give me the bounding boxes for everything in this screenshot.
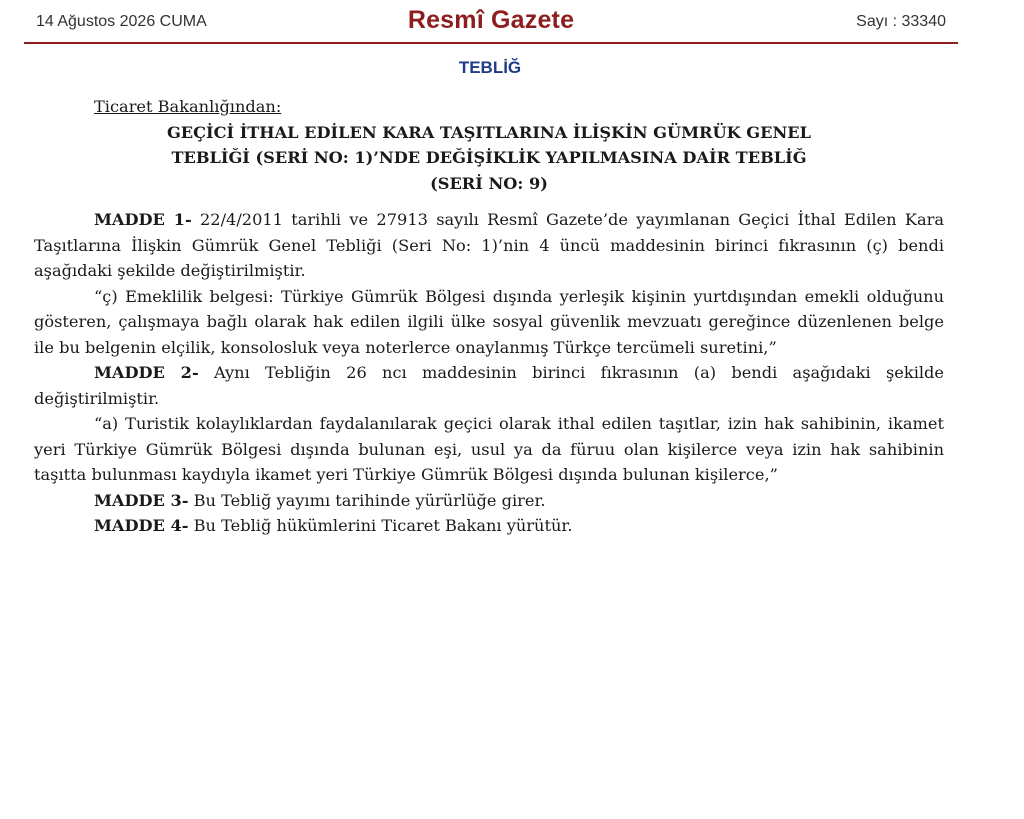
- amended-clause-c-text: “ç) Emeklilik belgesi: Türkiye Gümrük Bölgesi dışında yerleşik kişinin yurtdışından emekli olduğunu gösteren, çalışmaya bağlı olarak hak edilen ilgili ülke sosyal güvenlik mevzuatı gereğince düzenlenen belge ile bu belgenin elçilik, konsolosluk veya noterlerce onaylanmış Türkçe tercümeli suretini,”: [34, 286, 944, 357]
- document-title-line-2: TEBLİĞİ (SERİ NO: 1)’NDE DEĞİŞİKLİK YAPILMASINA DAİR TEBLİĞ: [171, 148, 807, 167]
- article-2-text: Aynı Tebliğin 26 ncı maddesinin birinci fıkrasının (a) bendi aşağıdaki şekilde değiştirilmiştir.: [34, 363, 944, 408]
- article-4-text: Bu Tebliğ hükümlerini Ticaret Bakanı yürütür.: [188, 516, 573, 535]
- section-heading: TEBLİĞ: [458, 58, 522, 77]
- document-title-line-3: (SERİ NO: 9): [430, 173, 548, 193]
- gazette-title: Resmî Gazete: [407, 6, 575, 34]
- issue-number: Sayı : 33340: [856, 13, 946, 30]
- issuing-authority: Ticaret Bakanlığından:: [94, 97, 282, 116]
- masthead: [24, 0, 958, 44]
- article-3-paragraph: [34, 488, 944, 514]
- amended-clause-c-paragraph: [34, 284, 944, 361]
- article-4-number: MADDE 4-: [94, 516, 189, 535]
- article-1-text: 22/4/2011 tarihli ve 27913 sayılı Resmî Gazete’de yayımlanan Geçici İthal Edilen Kara Taşıtlarına İlişkin Gümrük Genel Tebliği (Seri No: 1)’nin 4 üncü maddesinin birinci fıkrasının (ç) bendi aşağıdaki şekilde değiştirilmiştir.: [34, 210, 944, 280]
- article-1-number: MADDE 1-: [94, 210, 192, 229]
- article-3-text: Bu Tebliğ yayımı tarihinde yürürlüğe girer.: [188, 490, 546, 510]
- document-title-line-1: GEÇİCİ İTHAL EDİLEN KARA TAŞITLARINA İLİŞKİN GÜMRÜK GENEL: [166, 122, 811, 142]
- amended-clause-a-text: “a) Turistik kolaylıklardan faydalanılarak geçici olarak ithal edilen taşıtlar, izin hak sahibinin, ikamet yeri Türkiye Gümrük Bölgesi dışında bulunan eşi, usul ya da füruu olan kişilerce veya izin hak sahibinin taşıtta bulunması kaydıyla ikamet yeri Türkiye Gümrük Bölgesi dışında bulunan kişilerce,”: [34, 414, 944, 484]
- article-4-paragraph: [34, 513, 944, 539]
- article-2-number: MADDE 2-: [94, 363, 199, 382]
- publication-date: 14 Ağustos 2026 CUMA: [36, 13, 207, 30]
- article-2-paragraph: [34, 360, 944, 411]
- title-spacer: [34, 196, 944, 207]
- article-1-paragraph: [34, 207, 944, 284]
- article-3-number: MADDE 3-: [94, 490, 189, 510]
- amended-clause-a-paragraph: [34, 411, 944, 488]
- document-body: [34, 94, 944, 539]
